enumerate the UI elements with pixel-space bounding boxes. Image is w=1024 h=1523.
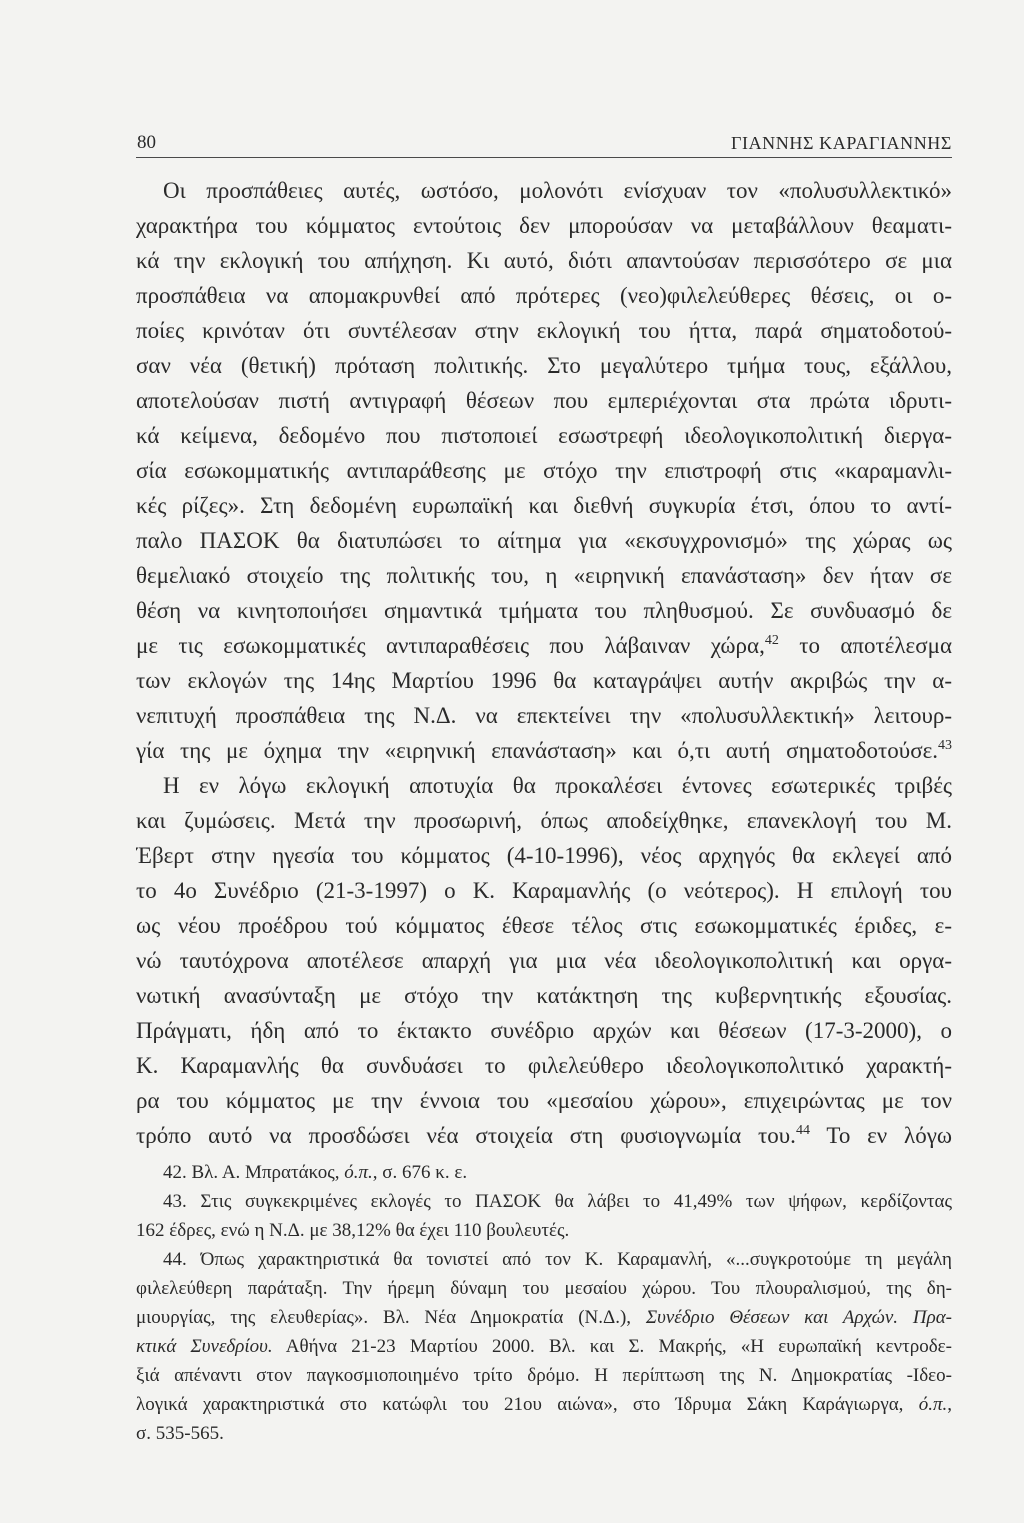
text-segment: σαν νέα (θετική) πρόταση πολιτικής. Στο μεγαλύτερο τμήμα τους, εξάλλου,: [136, 353, 952, 378]
text-segment: Κ. Καραμανλής θα συνδυάσει το φιλελεύθερο ιδεολογικοπολιτικό χαρακτή-: [136, 1053, 952, 1078]
header-rule: [136, 157, 952, 158]
text-segment: νεπιτυχή προσπάθεια της Ν.Δ. να επεκτείνει την «πολυσυλλεκτική» λειτουρ-: [136, 703, 952, 728]
text-segment: σ. 535-565.: [136, 1423, 224, 1444]
italic-citation: ό.π.: [344, 1162, 373, 1183]
italic-citation: κτικά Συνεδρίου.: [136, 1336, 273, 1357]
text-segment: Αθήνα 21-23 Μαρτίου 2000. Βλ. και Σ. Μακρής, «Η ευρωπαϊκή κεντροδε-: [272, 1336, 952, 1357]
body-line: [136, 418, 952, 453]
footnote: [136, 1245, 952, 1448]
text-segment: το αποτέλεσμα: [778, 633, 952, 658]
footnote: [136, 1187, 952, 1245]
body-line: [136, 803, 952, 838]
paragraph: [136, 768, 952, 1153]
text-segment: κά την εκλογική του απήχηση. Κι αυτό, διότι απαντούσαν περισσότερο σε μια: [136, 248, 952, 273]
text-segment: Η εν λόγω εκλογική αποτυχία θα προκαλέσει έντονες εσωτερικές τριβές: [163, 773, 952, 798]
footnote-line: [136, 1332, 952, 1361]
text-segment: ξιά απέναντι στον παγκοσμιοποιημένο τρίτο δρόμο. Η περίπτωση της Ν. Δημοκρατίας -Ιδεο-: [136, 1365, 952, 1386]
body-line: [136, 908, 952, 943]
text-segment: χαρακτήρα του κόμματος εντούτοις δεν μπορούσαν να μεταβάλλουν θεαματι-: [136, 213, 952, 238]
footnote-line: [136, 1303, 952, 1332]
text-segment: θέση να κινητοποιήσει σημαντικά τμήματα του πληθυσμού. Σε συνδυασμό δε: [136, 598, 952, 623]
body-line: [136, 313, 952, 348]
body-line: [136, 1083, 952, 1118]
body-line: [136, 1013, 952, 1048]
body-text: [136, 173, 952, 1153]
body-line: [136, 243, 952, 278]
text-segment: λογικά χαρακτηριστικά στο κατώφλι του 21ου αιώνα», στο Ίδρυμα Σάκη Καράγιωργα,: [136, 1394, 919, 1415]
text-segment: παλο ΠΑΣΟΚ θα διατυπώσει το αίτημα για «εκσυγχρονισμό» της χώρας ως: [136, 528, 952, 553]
body-line: [136, 453, 952, 488]
text-segment: νώ ταυτόχρονα αποτέλεσε απαρχή για μια νέα ιδεολογικοπολιτική και οργα-: [136, 948, 952, 973]
text-segment: το 4ο Συνέδριο (21-3-1997) ο Κ. Καραμανλής (ο νεότερος). Η επιλογή του: [136, 878, 952, 903]
text-segment: κά κείμενα, δεδομένο που πιστοποιεί εσωστρεφή ιδεολογικοπολιτική διεργα-: [136, 423, 952, 448]
paragraph: [136, 173, 952, 768]
body-line: [136, 593, 952, 628]
body-line: [136, 978, 952, 1013]
text-segment: σία εσωκομματικής αντιπαράθεσης με στόχο την επιστροφή στις «καραμανλι-: [136, 458, 952, 483]
body-line: [136, 1118, 952, 1153]
footnote-line: [136, 1274, 952, 1303]
footnote-line: [136, 1216, 952, 1245]
footnote: [136, 1158, 952, 1187]
body-line: [136, 348, 952, 383]
text-segment: Το εν λόγω: [809, 1123, 952, 1148]
italic-citation: ό.π.: [918, 1394, 948, 1415]
text-segment: νωτική ανασύνταξη με στόχο την κατάκτηση της κυβερνητικής εξουσίας.: [136, 983, 952, 1008]
footnote-line: [136, 1390, 952, 1419]
footnote-line: [136, 1361, 952, 1390]
text-segment: τρόπο αυτό να προσδώσει νέα στοιχεία στη φυσιογνωμία του.: [136, 1123, 796, 1148]
text-segment: μιουργίας, της ελευθερίας». Βλ. Νέα Δημοκρατία (Ν.Δ.),: [136, 1307, 646, 1328]
text-segment: των εκλογών της 14ης Μαρτίου 1996 θα καταγράψει αυτήν ακριβώς την α-: [136, 668, 952, 693]
text-segment: αποτελούσαν πιστή αντιγραφή θέσεων που εμπεριέχονται στα πρώτα ιδρυτι-: [136, 388, 952, 413]
footnote-line: [136, 1187, 952, 1216]
body-line: [136, 1048, 952, 1083]
running-head: ΓΙΑΝΝΗΣ ΚΑΡΑΓΙΑΝΝΗΣ: [730, 133, 952, 153]
italic-citation: Συνέδριο Θέσεων και Αρχών. Πρα-: [645, 1307, 952, 1328]
body-line: [136, 173, 952, 208]
body-line: [136, 768, 952, 803]
text-segment: φιλελεύθερη παράταξη. Την ήρεμη δύναμη του μεσαίου χώρου. Του πλουραλισμού, της δη-: [136, 1278, 952, 1299]
body-line: [136, 278, 952, 313]
footnote-line: [136, 1245, 952, 1274]
body-line: [136, 523, 952, 558]
footnote-line: [136, 1419, 952, 1448]
body-line: [136, 943, 952, 978]
text-segment: και ζυμώσεις. Μετά την προσωρινή, όπως αποδείχθηκε, επανεκλογή του Μ.: [136, 808, 952, 833]
text-segment: ,: [947, 1394, 952, 1415]
body-line: [136, 873, 952, 908]
text-segment: ρα του κόμματος με την έννοια του «μεσαίου χώρου», επιχειρώντας με τον: [136, 1088, 952, 1113]
text-segment: θεμελιακό στοιχείο της πολιτικής του, η «ειρηνική επανάσταση» δεν ήταν σε: [136, 563, 952, 588]
text-segment: 162 έδρες, ενώ η Ν.Δ. με 38,12% θα έχει 110 βουλευτές.: [136, 1220, 570, 1241]
text-segment: Πράγματι, ήδη από το έκτακτο συνέδριο αρχών και θέσεων (17-3-2000), ο: [136, 1018, 952, 1043]
body-line: [136, 838, 952, 873]
body-line: [136, 383, 952, 418]
body-line: [136, 558, 952, 593]
footnotes: [136, 1158, 952, 1448]
text-segment: με τις εσωκομματικές αντιπαραθέσεις που λάβαιναν χώρα,: [136, 633, 765, 658]
text-segment: , σ. 676 κ. ε.: [372, 1162, 468, 1183]
body-line: [136, 663, 952, 698]
text-segment: κές ρίζες». Στη δεδομένη ευρωπαϊκή και διεθνή συγκυρία έτσι, όπου το αντί-: [136, 493, 952, 518]
footnote-line: [136, 1158, 952, 1187]
body-line: [136, 628, 952, 663]
page-number: 80: [137, 132, 156, 153]
text-segment: προσπάθεια να απομακρυνθεί από πρότερες (νεο)φιλελεύθερες θέσεις, οι ο-: [136, 283, 952, 308]
text-segment: Έβερτ στην ηγεσία του κόμματος (4-10-1996), νέος αρχηγός θα εκλεγεί από: [136, 843, 952, 868]
text-segment: ως νέου προέδρου τού κόμματος έθεσε τέλος στις εσωκομματικές έριδες, ε-: [136, 913, 952, 938]
text-segment: 44. Όπως χαρακτηριστικά θα τονιστεί από τον Κ. Καραμανλή, «...συγκροτούμε τη μεγάλη: [163, 1249, 952, 1270]
text-segment: ποίες κρινόταν ότι συντέλεσαν στην εκλογική του ήττα, παρά σηματοδοτού-: [136, 318, 952, 343]
footnote-reference: 43: [938, 738, 952, 753]
footnote-reference: 44: [795, 1123, 810, 1138]
text-segment: 43. Στις συγκεκριμένες εκλογές το ΠΑΣΟΚ θα λάβει το 41,49% των ψήφων, κερδίζοντας: [163, 1191, 952, 1212]
text-segment: Οι προσπάθειες αυτές, ωστόσο, μολονότι ενίσχυαν τον «πολυσυλλεκτικό»: [163, 178, 952, 203]
text-segment: γία της με όχημα την «ειρηνική επανάσταση» και ό,τι αυτή σηματοδοτούσε.: [136, 738, 938, 763]
body-line: [136, 488, 952, 523]
text-segment: 42. Βλ. Α. Μπρατάκος,: [163, 1162, 345, 1183]
body-line: [136, 698, 952, 733]
footnote-reference: 42: [764, 633, 779, 648]
body-line: [136, 208, 952, 243]
body-line: [136, 733, 952, 768]
